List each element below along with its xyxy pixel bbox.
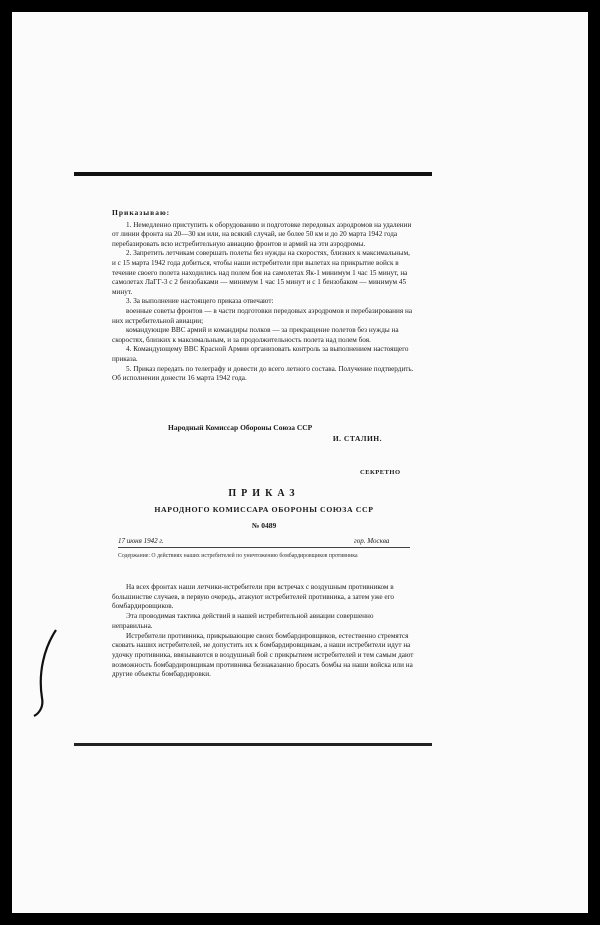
document-page	[12, 12, 588, 913]
order-subtitle: НАРОДНОГО КОМИССАРА ОБОРОНЫ СОЮЗА ССР	[154, 505, 374, 514]
paragraph-3a: военные советы фронтов — в части подготовки передовых аэродромов и перебазирования на них истребительной авиации;	[112, 306, 413, 325]
section-heading: Приказываю:	[112, 208, 171, 217]
paragraph-3b: командующие ВВС армий и командиры полков — за прекращение полетов без нужды на скоростях, близких к максимальным, и за продолжительность полета над полем боя.	[112, 326, 399, 344]
classification-mark: СЕКРЕТНО	[360, 469, 401, 476]
paragraph-5: 5. Приказ передать по телеграфу и довести до всего летного состава. Получение подтвердить. Об исполнении донести 16 марта 1942 года.	[112, 364, 414, 383]
paragraph-2: 2. Запретить летчикам совершать полеты без нужды на скоростях, близких к максимальным, и с 15 марта 1942 года добиться, чтобы наши истребители при вылетах на прикрытие войск в течение своего полета находились над полем боя на самолетах Як-1 минимум 1 час 15 минут, на самолетах ЛаГГ-3 с 2 бензобаками — минимум 1 час 15 минут и с 1 бензобаком — минимум 45 минут.	[112, 249, 410, 296]
bottom-rule	[74, 743, 432, 746]
order-intro-section	[112, 208, 414, 384]
order-date: 17 июня 1942 г.	[118, 537, 164, 545]
order-title: ПРИКАЗ	[228, 488, 300, 499]
header-divider	[118, 547, 410, 548]
paragraph-1: 1. Немедленно приступить к оборудованию и подготовке передовых аэродромов на удалении от линии фронта на 20—30 км или, на всякий случай, не более 50 км и до 20 марта 1942 года перебазировать всю истребительную авиацию фронтов и армий на эти аэродромы.	[112, 220, 412, 248]
top-rule	[74, 172, 432, 176]
order-body-section	[112, 583, 414, 680]
body-paragraph-3: Истребители противника, прикрывающие своих бомбардировщиков, естественно стремятся сковать наших истребителей, не допустить их к бомбардировщикам, а наши истребители идут на удочку противника, ввязываются в воздушный бой с прикрытием истребителей и тем самым дают возможность бомбардировщикам противника безнаказанно бросать бомбы на наши войска или на другие объекты бомбардировки.	[112, 631, 414, 679]
order-place: гор. Москва	[354, 537, 390, 545]
pen-mark	[32, 628, 62, 718]
signatory-name: И. СТАЛИН.	[332, 434, 382, 443]
order-subject: Содержание: О действиях наших истребителей по уничтожению бомбардировщиков противника	[118, 553, 358, 559]
signature-block	[168, 423, 408, 443]
paragraph-4: 4. Командующему ВВС Красной Армии организовать контроль за выполнением настоящего приказа.	[112, 345, 409, 363]
order-number: № 0489	[251, 521, 277, 530]
body-paragraph-2: Эта проводимая тактика действий в нашей истребительной авиации совершенно неправильна.	[112, 612, 374, 630]
body-paragraph-1: На всех фронтах наши летчики-истребители при встречах с воздушным противником в большинстве случаев, в первую очередь, атакуют истребителей противника, а затем уже его бомбардировщиков.	[112, 583, 394, 611]
paragraph-3: 3. За выполнение настоящего приказа отвечают:	[126, 297, 274, 306]
signatory-position: Народный Комиссар Обороны Союза ССР	[168, 423, 313, 432]
